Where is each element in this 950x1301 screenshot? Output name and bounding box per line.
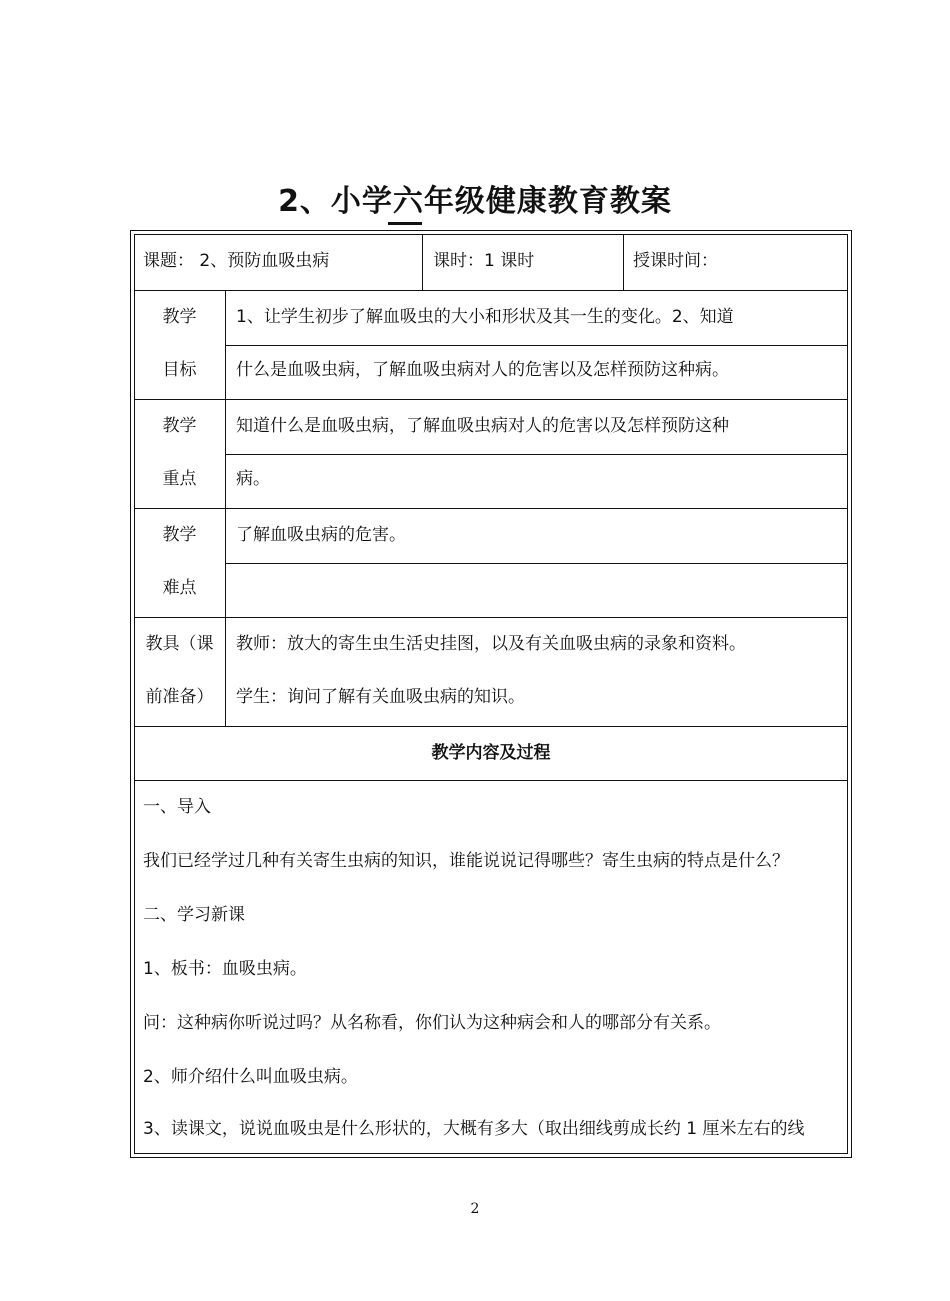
content-line: 一、导入 (143, 797, 211, 817)
document-title: 2、小学六年级健康教育教案 (278, 184, 672, 219)
content-line: 我们已经学过几种有关寄生虫病的知识，谁能说说记得哪些？寄生虫病的特点是什么？ (143, 851, 789, 871)
tools-text-line1: 教师：放大的寄生虫生活史挂图，以及有关血吸虫病的录象和资料。 (236, 634, 746, 654)
key-label-line2: 重点 (162, 469, 197, 489)
key-text-line1: 知道什么是血吸虫病，了解血吸虫病对人的危害以及怎样预防这种 (236, 416, 729, 436)
row-divider (226, 563, 848, 564)
page-number: 2 (470, 1201, 480, 1217)
tools-label-line1: 教具（课 (145, 634, 214, 654)
content-line: 问：这种病你听说过吗？从名称看，你们认为这种病会和人的哪部分有关系。 (143, 1013, 721, 1033)
content-line: 2、师介绍什么叫血吸虫病。 (143, 1067, 358, 1087)
tools-text-line2: 学生：询问了解有关血吸虫病的知识。 (236, 687, 525, 707)
tools-label-line2: 前准备） (145, 687, 214, 707)
key-label-line1: 教学 (162, 416, 197, 436)
row-divider (134, 780, 848, 781)
goal-label-line2: 目标 (162, 360, 197, 380)
goal-label-line1: 教学 (162, 307, 197, 327)
row-divider (134, 290, 848, 291)
goal-text-line2: 什么是血吸虫病，了解血吸虫病对人的危害以及怎样预防这种病。 (236, 360, 729, 380)
content-line: 3、读课文，说说血吸虫是什么形状的，大概有多大（取出细线剪成长约 1 厘米左右的线 (143, 1119, 805, 1139)
row-divider (226, 345, 848, 346)
content-line: 1、板书：血吸虫病。 (143, 959, 307, 979)
title-underline-mark (388, 222, 422, 225)
difficulty-label-line1: 教学 (162, 525, 197, 545)
row-divider (226, 454, 848, 455)
goal-text-line1: 1、让学生初步了解血吸虫的大小和形状及其一生的变化。2、知道 (236, 307, 734, 327)
column-divider (623, 234, 624, 290)
difficulty-text-line1: 了解血吸虫病的危害。 (236, 525, 406, 545)
row-divider (134, 617, 848, 618)
column-divider (225, 290, 226, 726)
row-divider (134, 508, 848, 509)
section-title: 教学内容及过程 (431, 743, 551, 763)
topic-cell: 课题： 2、预防血吸虫病 (143, 251, 330, 271)
hours-cell: 课时：1 课时 (433, 251, 535, 271)
difficulty-label-line2: 难点 (162, 578, 197, 598)
content-line: 二、学习新课 (143, 905, 245, 925)
row-divider (134, 399, 848, 400)
column-divider (422, 234, 423, 290)
time-cell: 授课时间： (633, 251, 718, 271)
row-divider (134, 726, 848, 727)
key-text-line2: 病。 (236, 469, 270, 489)
